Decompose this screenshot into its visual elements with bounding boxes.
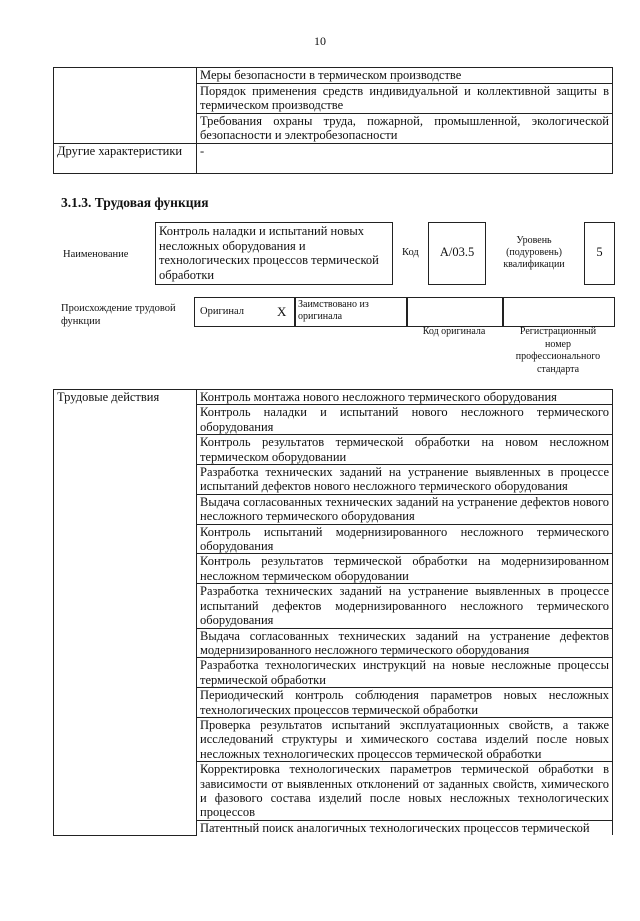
labor-actions-table xyxy=(53,389,613,836)
table-row: Требования охраны труда, пожарной, промышленной, экологической безопасности и электробезопасности xyxy=(197,113,613,143)
table-row: Разработка технических заданий на устранение выявленных в процессе испытаний дефектов нового несложного термического оборудования xyxy=(197,465,613,495)
level-label: Уровень (подуровень) квалификации xyxy=(503,235,565,270)
table-row: Разработка технологических инструкций на новые несложные процессы термической обработки xyxy=(197,658,613,688)
labor-actions-label: Трудовые действия xyxy=(54,390,197,836)
table-row: Патентный поиск аналогичных технологических процессов термической xyxy=(197,820,613,835)
table-row: Контроль результатов термической обработки на новом несложном термическом оборудовании xyxy=(197,435,613,465)
table-cell-empty xyxy=(54,68,197,144)
level-box xyxy=(584,222,615,285)
code-original-box xyxy=(406,297,504,327)
function-name-value: Контроль наладки и испытаний новых несложных оборудования и технологических процессов термической обработки xyxy=(159,224,379,282)
table-row: Меры безопасности в термическом производстве xyxy=(197,68,613,84)
origin-label: Происхождение трудовой функции xyxy=(61,303,176,327)
original-box xyxy=(194,297,296,327)
borrowed-label: Заимствовано из оригинала xyxy=(298,299,369,322)
table-row: Корректировка технологических параметров термической обработки в зависимости от выявленных отклонений от заданных свойств, химического и фазового состава изделий после новых несложных технологических процессов xyxy=(197,762,613,821)
table-row: Проверка результатов испытаний эксплуатационных свойств, а также исследований структуры и химического состава изделий после новых несложных технологических процессов термической обработки xyxy=(197,717,613,761)
original-label: Оригинал xyxy=(200,306,244,317)
other-characteristics-label: Другие характеристики xyxy=(54,143,197,173)
reg-number-label: Регистрационный номер профессионального стандарта xyxy=(515,326,601,375)
borrowed-box xyxy=(294,297,408,327)
level-value: 5 xyxy=(596,245,603,259)
table-row: Выдача согласованных технических заданий на устранение дефектов нового несложного термического оборудования xyxy=(197,494,613,524)
function-name-box xyxy=(155,222,393,285)
table-row: Контроль испытаний модернизированного несложного термического оборудования xyxy=(197,524,613,554)
table-row: Периодический контроль соблюдения параметров новых несложных технологических процессов термической обработки xyxy=(197,688,613,718)
table-row: Контроль монтажа нового несложного термического оборудования xyxy=(197,390,613,405)
table-row: Контроль результатов термической обработки на модернизированном несложном термическом оборудовании xyxy=(197,554,613,584)
table-row: Контроль наладки и испытаний нового несложного термического оборудования xyxy=(197,405,613,435)
name-label: Наименование xyxy=(63,249,129,260)
knowledge-table xyxy=(53,67,613,174)
code-value: A/03.5 xyxy=(439,245,475,259)
other-characteristics-value: - xyxy=(197,143,613,173)
table-row: Порядок применения средств индивидуальной и коллективной защиты в термическом производстве xyxy=(197,83,613,113)
reg-number-box xyxy=(502,297,615,327)
code-label: Код xyxy=(402,247,419,258)
original-mark: X xyxy=(277,304,287,319)
code-box xyxy=(428,222,486,285)
code-original-label: Код оригинала xyxy=(422,326,486,337)
table-row: Выдача согласованных технических заданий на устранение дефектов модернизированного несложного термического оборудования xyxy=(197,628,613,658)
table-row: Разработка технических заданий на устранение выявленных в процессе испытаний дефектов модернизированного несложного термического оборудования xyxy=(197,584,613,628)
page-number: 10 xyxy=(314,34,326,48)
section-title: 3.1.3. Трудовая функция xyxy=(61,195,209,210)
